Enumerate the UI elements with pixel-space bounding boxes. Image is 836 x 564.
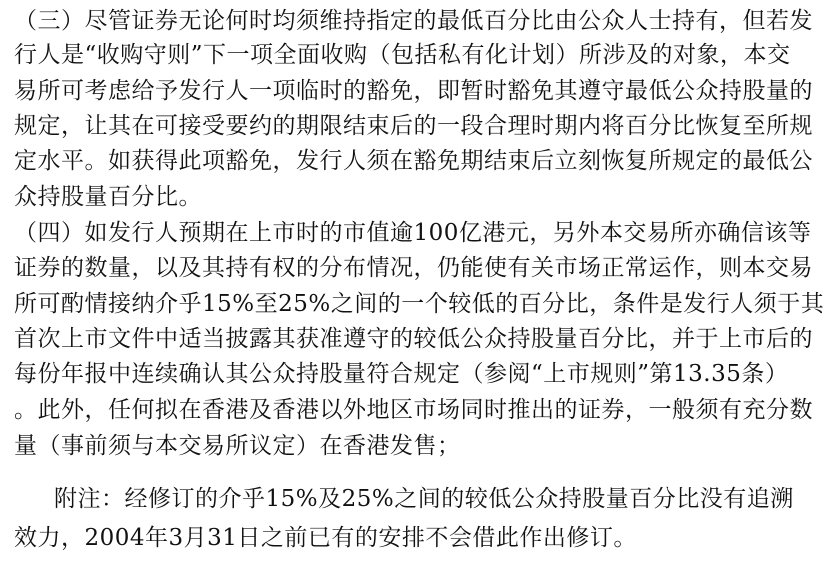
paragraph-3-line-4: 规定，让其在可接受要约的期限结束后的一段合理时期内将百分比恢复至所规 — [14, 113, 813, 139]
paragraph-3-line-1: （三）尽管证券无论何时均须维持指定的最低百分比由公众人士持有，但若发 — [14, 8, 813, 34]
paragraph-4-line-7: 量（事前须与本交易所议定）在香港发售； — [14, 433, 461, 459]
note-line-1: 附注：经修订的介乎15%及25%之间的较低公众持股量百分比没有追溯 — [54, 486, 794, 512]
paragraph-4-line-4: 首次上市文件中适当披露其获准遵守的较低公众持股量百分比，并于上市后的 — [14, 326, 813, 352]
paragraph-3-line-6: 众持股量百分比。 — [14, 184, 202, 210]
paragraph-4-line-3: 所可酌情接纳介乎15%至25%之间的一个较低的百分比，条件是发行人须于其 — [14, 291, 825, 317]
paragraph-3-line-2: 行人是“收购守则”下一项全面收购（包括私有化计划）所涉及的对象，本交 — [14, 42, 791, 68]
paragraph-3-line-5: 定水平。如获得此项豁免，发行人须在豁免期结束后立刻恢复所规定的最低公 — [14, 148, 813, 174]
paragraph-4-line-2: 证券的数量，以及其持有权的分布情况，仍能使有关市场正常运作，则本交易 — [14, 255, 813, 281]
paragraph-4-line-6: 。此外，任何拟在香港及香港以外地区市场同时推出的证券，一般须有充分数 — [14, 397, 813, 423]
paragraph-4-line-1: （四）如发行人预期在上市时的市值逾100亿港元，另外本交易所亦确信该等 — [14, 220, 812, 246]
paragraph-3-line-3: 易所可考虑给予发行人一项临时的豁免，即暂时豁免其遵守最低公众持股量的 — [14, 78, 813, 104]
note-line-2: 效力，2004年3月31日之前已有的安排不会借此作出修订。 — [14, 525, 637, 551]
paragraph-4-line-5: 每份年报中连续确认其公众持股量符合规定（参阅“上市规则”第13.35条） — [14, 361, 789, 387]
